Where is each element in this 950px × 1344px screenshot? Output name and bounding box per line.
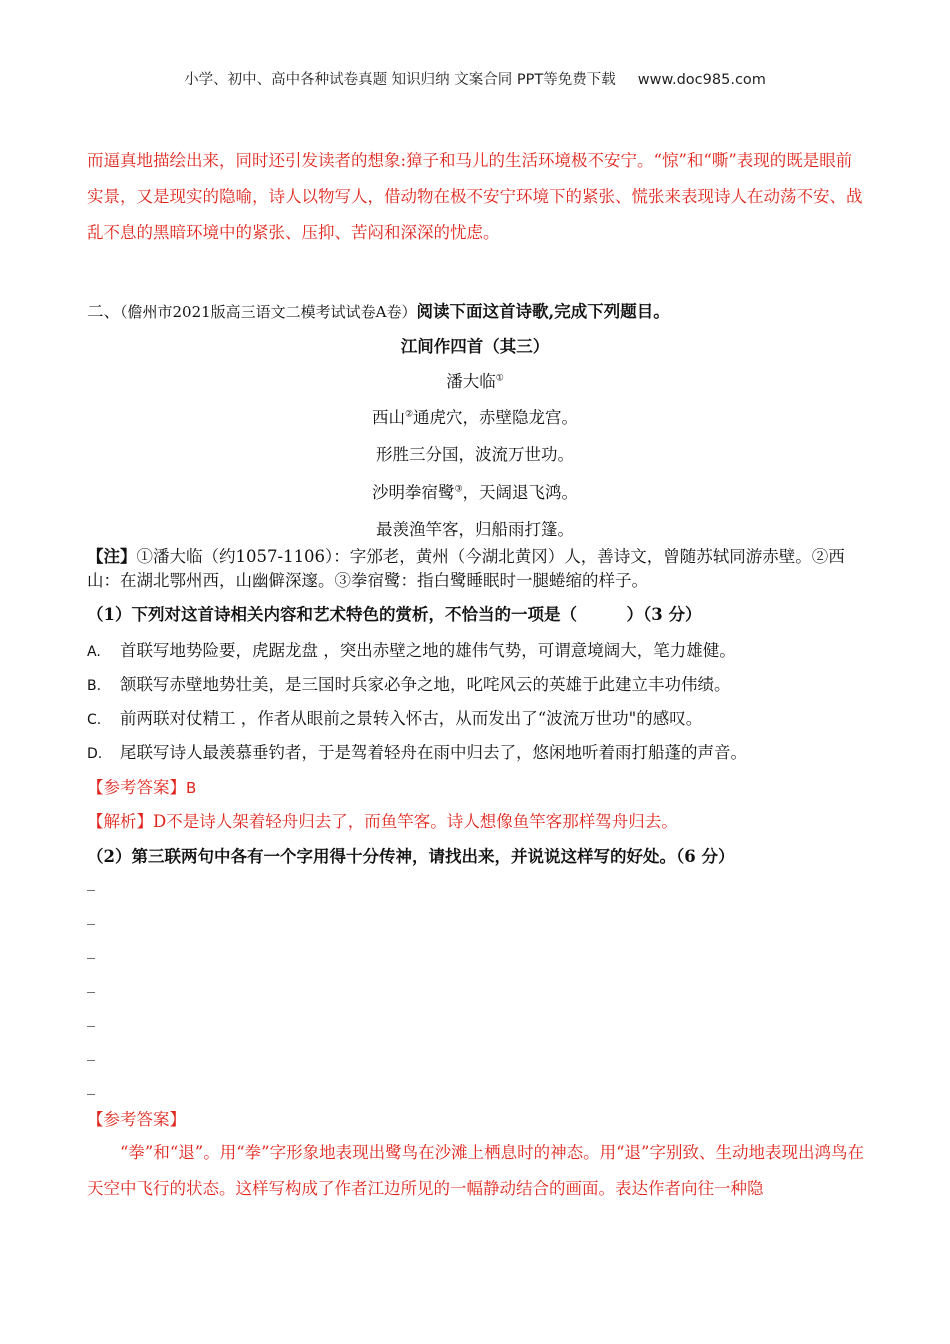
answer-blank-line[interactable]: _ xyxy=(87,940,95,959)
q1-option-b[interactable] xyxy=(87,671,731,695)
option-a-label: A. xyxy=(87,644,101,660)
poem-note xyxy=(87,545,865,593)
answer-blank-line[interactable]: _ xyxy=(87,1042,95,1061)
poem-author xyxy=(0,368,950,392)
line3-note-marker: ③ xyxy=(454,484,463,495)
q2-stem: （2）第三联两句中各有一个字用得十分传神，请找出来，并说说这样写的好处。（6 分） xyxy=(87,847,735,866)
q1-option-d[interactable] xyxy=(87,739,747,763)
option-d-label: D. xyxy=(87,746,103,762)
q1-option-a[interactable] xyxy=(87,637,736,661)
author-note-marker: ① xyxy=(495,373,504,384)
q2-answer xyxy=(87,1135,865,1207)
poem-line-3 xyxy=(0,479,950,503)
option-c-label: C. xyxy=(87,712,102,728)
poem-line-2: 形胜三分国，波流万世功。 xyxy=(376,445,574,464)
option-b-label: B. xyxy=(87,678,102,694)
q1-analysis-label: 【解析】 xyxy=(87,812,153,831)
option-c-text: 前两联对仗精工 ，作者从眼前之景转入怀古，从而发出了“波流万世功"的感叹。 xyxy=(120,709,703,728)
poem-title: 江间作四首（其三） xyxy=(400,337,550,356)
option-a-text: 首联写地势险要，虎踞龙盘 ，突出赤壁之地的雄伟气势，可谓意境阔大，笔力雄健。 xyxy=(120,641,736,660)
q1-stem: （1）下列对这首诗相关内容和艺术特色的赏析，不恰当的一项是（ ）（3 分） xyxy=(87,605,702,624)
q1-analysis xyxy=(87,808,678,832)
q1-option-c[interactable] xyxy=(87,705,702,729)
page-header xyxy=(0,68,950,89)
section-heading xyxy=(87,298,670,322)
note-label: 【注】 xyxy=(87,547,137,566)
q1-answer xyxy=(87,774,196,798)
q1-analysis-text: D不是诗人架着轻舟归去了，而鱼竿客。诗人想像鱼竿客那样驾舟归去。 xyxy=(153,812,678,831)
answer-blank-line[interactable]: _ xyxy=(87,1076,95,1095)
answer-blank-line[interactable]: _ xyxy=(87,1008,95,1027)
q1-answer-label: 【参考答案】 xyxy=(87,778,186,797)
option-b-text: 颔联写赤壁地势壮美，是三国时兵家必争之地，叱咤风云的英雄于此建立丰功伟绩。 xyxy=(120,675,731,694)
poem-line-3-a: 沙明拳宿鹭 xyxy=(371,483,455,502)
section-instruction: 阅读下面这首诗歌,完成下列题目。 xyxy=(416,302,670,321)
poem-author-name: 潘大临 xyxy=(446,372,496,391)
poem-line-4: 最羡渔竿客，归船雨打篷。 xyxy=(376,520,574,539)
section-number: 二、 xyxy=(87,302,120,321)
header-site-link[interactable]: www.doc985.com xyxy=(637,72,766,88)
previous-analysis-text: 而逼真地描绘出来，同时还引发读者的想象:獐子和马儿的生活环境极不安宁。“惊”和“嘶”表现的既是眼前实景，又是现实的隐喻，诗人以物写人，借动物在极不安宁环境下的紧张、慌张来表现诗人在动荡不安、战乱不息的黑暗环境中的紧张、压抑、苦闷和深深的忧虑。 xyxy=(87,151,863,242)
answer-blank-line[interactable]: _ xyxy=(87,974,95,993)
q1-answer-value: B xyxy=(186,779,197,797)
poem-line-1-a: 西山 xyxy=(371,408,405,427)
section-source: （儋州市2021版高三语文二模考试试卷A卷） xyxy=(120,303,417,321)
note-text: ①潘大临（约1057-1106）：字邠老，黄州（今湖北黄冈）人，善诗文，曾随苏轼同游赤壁。②西山：在湖北鄂州西，山幽僻深邃。③拳宿鹭：指白鹭睡眠时一腿蜷缩的样子。 xyxy=(87,547,845,590)
answer-blank-line[interactable]: _ xyxy=(87,872,95,891)
option-d-text: 尾联写诗人最羡慕垂钓者，于是驾着轻舟在雨中归去了，悠闲地听着雨打船蓬的声音。 xyxy=(120,743,747,762)
q2-answer-text: “拳”和“退”。用“拳”字形象地表现出鹭鸟在沙滩上栖息时的神态。用“退”字别致、生动地表现出鸿鸟在天空中飞行的状态。这样写构成了作者江边所见的一幅静动结合的画面。表达作者向往一种隐 xyxy=(87,1143,864,1198)
previous-analysis xyxy=(87,143,865,251)
header-text: 小学、初中、高中各种试卷真题 知识归纳 文案合同 PPT等免费下载 xyxy=(184,72,616,88)
poem-line-1-b: 通虎穴，赤壁隐龙宫。 xyxy=(413,408,579,427)
poem-line-1 xyxy=(0,404,950,428)
poem-line-3-b: ，天阔退飞鸿。 xyxy=(462,483,579,502)
answer-blank-line[interactable]: _ xyxy=(87,906,95,925)
q2-answer-label: 【参考答案】 xyxy=(87,1110,186,1129)
line1-note-marker: ② xyxy=(404,409,414,420)
